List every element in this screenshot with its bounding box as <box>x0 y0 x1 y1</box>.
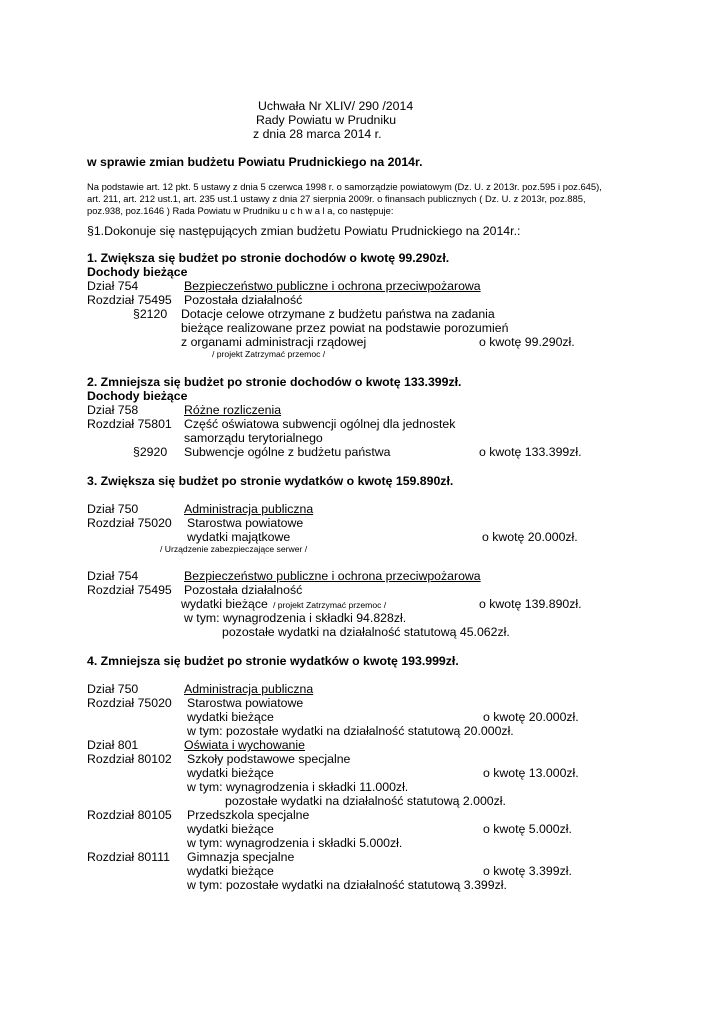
section-4-heading: 4. Zmniejsza się budżet po stronie wydatków o kwotę 193.999zł. <box>87 654 459 668</box>
paragraph-code: §2920 <box>133 445 168 459</box>
section-1-heading: 1. Zwiększa się budżet po stronie dochodów o kwotę 99.290zł. <box>87 251 450 265</box>
amount: o kwotę 133.399zł. <box>479 445 582 459</box>
section-3-heading: 3. Zwiększa się budżet po stronie wydatków o kwotę 159.890zł. <box>87 474 454 488</box>
dzial-code: Dział 750 <box>87 502 139 516</box>
rozdzial-code: Rozdział 75495 <box>87 293 172 307</box>
dzial-name: Bezpieczeństwo publiczne i ochrona przeciwpożarowa <box>184 569 481 583</box>
expense-breakdown: w tym: wynagrodzenia i składki 11.000zł. <box>187 780 409 794</box>
rozdzial-name: Pozostała działalność <box>184 583 303 597</box>
amount: o kwotę 139.890zł. <box>479 597 582 611</box>
expense-type: wydatki bieżące <box>187 864 274 878</box>
section-1-subheading: Dochody bieżące <box>87 265 188 279</box>
dzial-name: Administracja publiczna <box>184 502 314 516</box>
project-note: / projekt Zatrzymać przemoc / <box>212 349 326 359</box>
resolution-subject: w sprawie zmian budżetu Powiatu Prudnickiego na 2014r. <box>87 155 423 169</box>
dzial-name: Bezpieczeństwo publiczne i ochrona przeciwpożarowa <box>184 279 481 293</box>
rozdzial-name: samorządu terytorialnego <box>184 431 323 445</box>
paragraph-1: §1.Dokonuje się następujących zmian budżetu Powiatu Prudnickiego na 2014r.: <box>87 224 521 238</box>
dzial-name: Administracja publiczna <box>184 682 314 696</box>
expense-type: wydatki bieżące <box>181 597 268 611</box>
rozdzial-code: Rozdział 80105 <box>87 808 172 822</box>
rozdzial-name: Starostwa powiatowe <box>187 696 304 710</box>
paragraph-name: z organami administracji rządowej <box>181 335 367 349</box>
amount: o kwotę 20.000zł. <box>483 710 579 724</box>
expense-type: wydatki bieżące <box>187 822 274 836</box>
rozdzial-name: Starostwa powiatowe <box>187 516 304 530</box>
section-2-heading: 2. Zmniejsza się budżet po stronie dochodów o kwotę 133.399zł. <box>87 375 462 389</box>
rozdzial-name: Przedszkola specjalne <box>187 808 310 822</box>
project-note: / Urządzenie zabezpieczające serwer / <box>160 544 308 554</box>
expense-breakdown: w tym: pozostałe wydatki na działalność statutową 20.000zł. <box>187 724 514 738</box>
dzial-code: Dział 758 <box>87 403 139 417</box>
expense-type: wydatki majątkowe <box>187 530 291 544</box>
council-name: Rady Powiatu w Prudniku <box>256 113 397 127</box>
rozdzial-code: Rozdział 80111 <box>87 850 170 864</box>
expense-breakdown: w tym: pozostałe wydatki na działalność statutową 3.399zł. <box>187 878 507 892</box>
dzial-code: Dział 754 <box>87 569 139 583</box>
amount: o kwotę 5.000zł. <box>483 822 572 836</box>
expense-breakdown: w tym: wynagrodzenia i składki 5.000zł. <box>187 836 403 850</box>
legal-basis-line: poz.938, poz.1646 ) Rada Powiatu w Prudniku u c h w a l a, co następuje: <box>87 205 394 216</box>
dzial-code: Dział 801 <box>87 738 139 752</box>
paragraph-name: bieżące realizowane przez powiat na podstawie porozumień <box>181 321 509 335</box>
resolution-number: Uchwała Nr XLIV/ 290 /2014 <box>258 99 414 113</box>
dzial-code: Dział 750 <box>87 682 139 696</box>
rozdzial-name: Część oświatowa subwencji ogólnej dla jednostek <box>184 417 456 431</box>
amount: o kwotę 99.290zł. <box>479 335 575 349</box>
dzial-name: Oświata i wychowanie <box>184 738 305 752</box>
amount: o kwotę 20.000zł. <box>482 530 578 544</box>
expense-breakdown: w tym: wynagrodzenia i składki 94.828zł. <box>184 611 407 625</box>
expense-breakdown: pozostałe wydatki na działalność statutową 2.000zł. <box>225 794 506 808</box>
resolution-date: z dnia 28 marca 2014 r. <box>253 127 382 141</box>
rozdzial-code: Rozdział 75020 <box>87 516 172 530</box>
dzial-name: Różne rozliczenia <box>184 403 282 417</box>
legal-basis-line: art. 211, art. 212 ust.1, art. 235 ust.1 ustawy z dnia 27 sierpnia 2009r. o finansach publicznych ( Dz. U. z 2013r, poz.885, <box>87 193 586 204</box>
rozdzial-code: Rozdział 75495 <box>87 583 172 597</box>
paragraph-name: Dotacje celowe otrzymane z budżetu państwa na zadania <box>181 307 495 321</box>
rozdzial-name: Gimnazja specjalne <box>187 850 295 864</box>
expense-type: wydatki bieżące <box>187 710 274 724</box>
rozdzial-code: Rozdział 75801 <box>87 417 172 431</box>
legal-basis-line: Na podstawie art. 12 pkt. 5 ustawy z dnia 5 czerwca 1998 r. o samorządzie powiatowym (Dz. U. z 2013r. poz.595 i poz.645), <box>87 181 602 192</box>
section-2-subheading: Dochody bieżące <box>87 389 188 403</box>
amount: o kwotę 3.399zł. <box>483 864 572 878</box>
dzial-code: Dział 754 <box>87 279 139 293</box>
paragraph-name: Subwencje ogólne z budżetu państwa <box>184 445 391 459</box>
rozdzial-code: Rozdział 75020 <box>87 696 172 710</box>
rozdzial-code: Rozdział 80102 <box>87 752 172 766</box>
expense-breakdown: pozostałe wydatki na działalność statutową 45.062zł. <box>222 625 510 639</box>
expense-type: wydatki bieżące <box>187 766 274 780</box>
rozdzial-name: Szkoły podstawowe specjalne <box>187 752 351 766</box>
amount: o kwotę 13.000zł. <box>483 766 579 780</box>
paragraph-code: §2120 <box>133 307 168 321</box>
rozdzial-name: Pozostała działalność <box>184 293 303 307</box>
project-note: / projekt Zatrzymać przemoc / <box>273 600 387 610</box>
